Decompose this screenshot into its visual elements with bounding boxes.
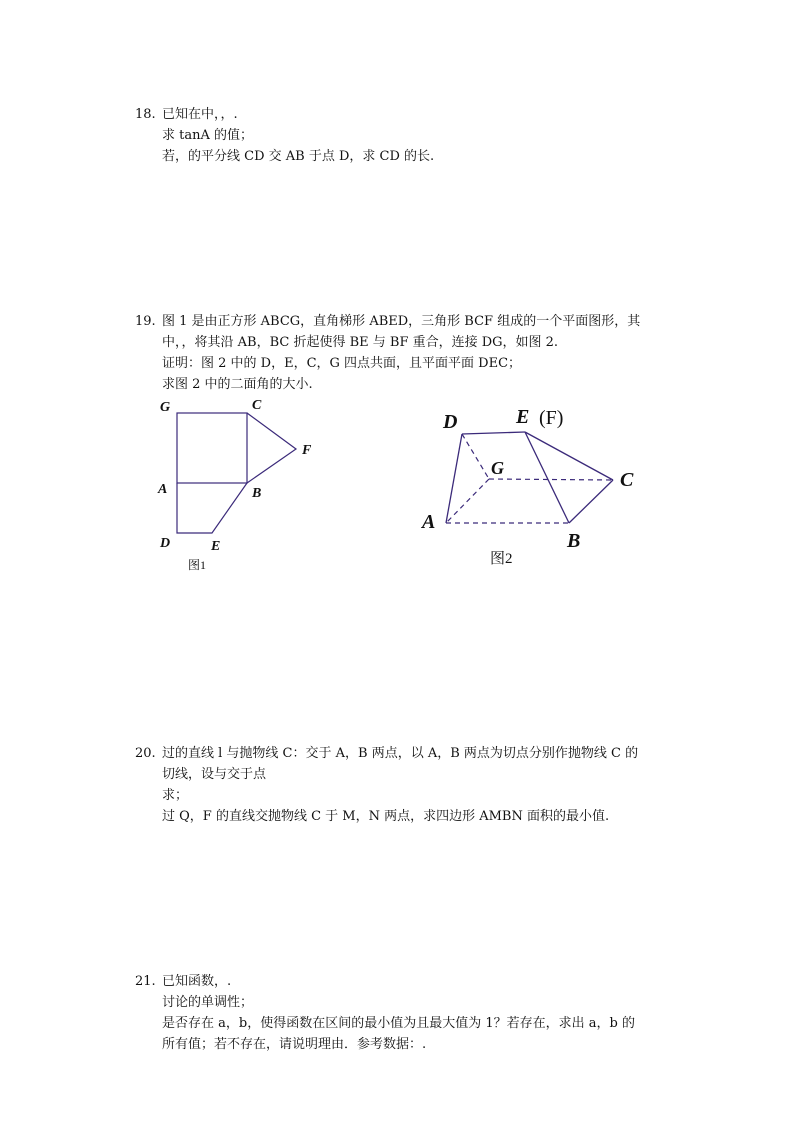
question-line: 过的直线 l 与抛物线 C：交于 A，B 两点，以 A，B 两点为切点分别作抛物线 C 的 xyxy=(162,746,639,761)
label-a: A xyxy=(422,511,436,533)
question-21 xyxy=(135,971,675,1055)
question-number: 20. xyxy=(135,746,156,761)
question-line: 所有值；若不存在，请说明理由．参考数据：. xyxy=(162,1037,427,1052)
question-line: 求 tanA 的值； xyxy=(162,128,254,143)
label-d: D xyxy=(443,411,458,433)
question-line: 讨论的单调性； xyxy=(162,995,254,1010)
label-g: G xyxy=(160,400,171,415)
label-e: E xyxy=(211,539,221,554)
label-ef: (F) xyxy=(539,407,564,429)
question-number: 21. xyxy=(135,974,156,989)
figure-1-caption: 图1 xyxy=(188,558,207,572)
trapezoid-abed xyxy=(177,483,247,533)
label-c: C xyxy=(252,398,262,413)
question-line: 切线，设与交于点 xyxy=(162,767,267,782)
question-line: 已知在中，，. xyxy=(162,107,238,122)
question-number: 18. xyxy=(135,107,156,122)
question-number: 19. xyxy=(135,314,156,329)
question-line: 求； xyxy=(162,788,189,803)
question-line: 证明：图 2 中的 D，E，C，G 四点共面，且平面平面 DEC； xyxy=(162,356,522,371)
label-d: D xyxy=(160,536,171,551)
question-line: 图 1 是由正方形 ABCG，直角梯形 ABED，三角形 BCF 组成的一个平面图形，其 xyxy=(162,314,641,329)
figure-2-caption: 图2 xyxy=(490,551,513,567)
square-abcg xyxy=(177,413,247,483)
label-f: F xyxy=(302,443,312,458)
label-a: A xyxy=(158,482,168,497)
figure-2 xyxy=(410,398,650,573)
question-line: 中，，将其沿 AB，BC 折起使得 BE 与 BF 重合，连接 DG，如图 2. xyxy=(162,335,559,350)
triangle-bcf xyxy=(247,413,296,483)
question-line: 求图 2 中的二面角的大小. xyxy=(162,377,313,392)
figure-1 xyxy=(150,392,330,577)
label-b: B xyxy=(567,530,581,552)
question-18 xyxy=(135,104,675,167)
question-line: 若，的平分线 CD 交 AB 于点 D，求 CD 的长. xyxy=(162,149,435,164)
label-b: B xyxy=(252,486,262,501)
question-line: 已知函数，. xyxy=(162,974,232,989)
label-c: C xyxy=(620,469,634,491)
question-line: 是否存在 a，b，使得函数在区间的最小值为且最大值为 1？若存在，求出 a，b 的 xyxy=(162,1016,635,1031)
question-19 xyxy=(135,311,675,395)
question-line: 过 Q，F 的直线交抛物线 C 于 M，N 两点，求四边形 AMBN 面积的最小值. xyxy=(162,809,610,824)
question-20 xyxy=(135,743,675,827)
label-g: G xyxy=(491,458,504,478)
label-e: E xyxy=(516,406,530,428)
